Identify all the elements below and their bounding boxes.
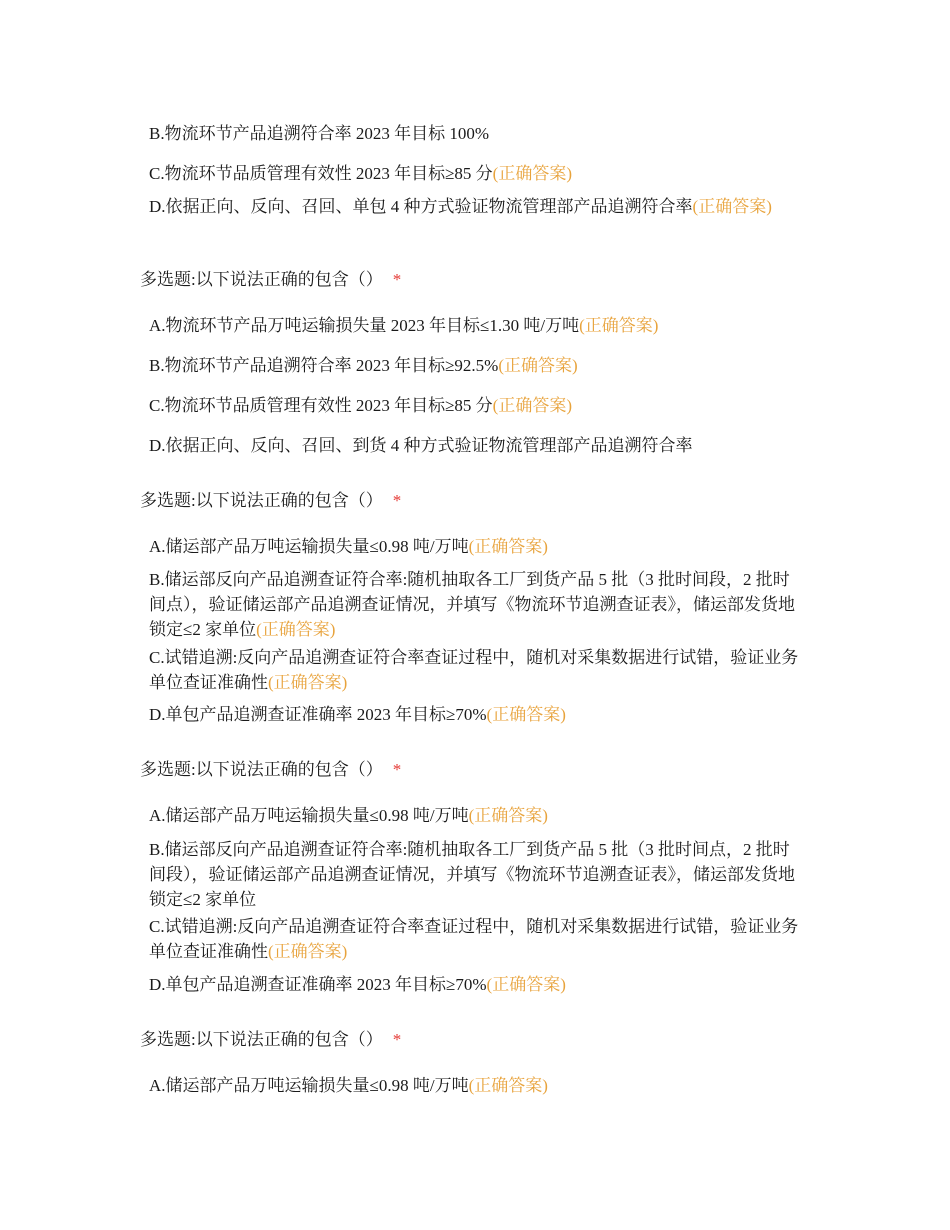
option-item xyxy=(149,1073,799,1098)
correct-answer-tag: (正确答案) xyxy=(256,620,336,639)
option-text: D.单包产品追溯查证准确率 2023 年目标≥70% xyxy=(149,975,487,994)
option-item xyxy=(149,914,799,964)
option-item xyxy=(149,433,799,458)
option-item xyxy=(149,702,799,727)
option-text: B.物流环节产品追溯符合率 2023 年目标 100% xyxy=(149,124,489,143)
option-item xyxy=(149,803,799,828)
option-item xyxy=(149,121,799,146)
question-text: 多选题:以下说法正确的包含（） xyxy=(140,270,383,289)
option-item xyxy=(149,393,799,418)
option-text: D.依据正向、反向、召回、单包 4 种方式验证物流管理部产品追溯符合率 xyxy=(149,197,693,216)
correct-answer-tag: (正确答案) xyxy=(268,942,348,961)
correct-answer-tag: (正确答案) xyxy=(498,356,578,375)
required-mark: * xyxy=(392,760,402,779)
question-title xyxy=(140,1027,401,1052)
option-item xyxy=(149,313,799,338)
option-text: B.储运部反向产品追溯查证符合率:随机抽取各工厂到货产品 5 批（3 批时间段，2 批时间点），验证储运部产品追溯查证情况，并填写《物流环节追溯查证表》，储运部发货地锁定≤2 家单位 xyxy=(149,570,795,639)
correct-answer-tag: (正确答案) xyxy=(579,316,659,335)
option-text: B.物流环节产品追溯符合率 2023 年目标≥92.5% xyxy=(149,356,499,375)
option-text: C.物流环节品质管理有效性 2023 年目标≥85 分 xyxy=(149,396,493,415)
correct-answer-tag: (正确答案) xyxy=(468,537,548,556)
question-title xyxy=(140,757,401,782)
correct-answer-tag: (正确答案) xyxy=(268,673,348,692)
option-text: C.物流环节品质管理有效性 2023 年目标≥85 分 xyxy=(149,164,493,183)
question-title xyxy=(140,488,401,513)
correct-answer-tag: (正确答案) xyxy=(468,1076,548,1095)
question-title xyxy=(140,267,401,292)
option-text: A.物流环节产品万吨运输损失量 2023 年目标≤1.30 吨/万吨 xyxy=(149,316,580,335)
option-text: C.试错追溯:反向产品追溯查证符合率查证过程中，随机对采集数据进行试错，验证业务单位查证准确性 xyxy=(149,917,799,961)
option-text: C.试错追溯:反向产品追溯查证符合率查证过程中，随机对采集数据进行试错，验证业务单位查证准确性 xyxy=(149,648,799,692)
correct-answer-tag: (正确答案) xyxy=(492,396,572,415)
option-text: D.单包产品追溯查证准确率 2023 年目标≥70% xyxy=(149,705,487,724)
correct-answer-tag: (正确答案) xyxy=(468,806,548,825)
option-item xyxy=(149,353,799,378)
required-mark: * xyxy=(392,491,402,510)
option-item xyxy=(149,837,799,912)
option-item xyxy=(149,534,799,559)
option-item xyxy=(149,161,799,186)
option-text: A.储运部产品万吨运输损失量≤0.98 吨/万吨 xyxy=(149,537,469,556)
required-mark: * xyxy=(392,1030,402,1049)
option-text: A.储运部产品万吨运输损失量≤0.98 吨/万吨 xyxy=(149,806,469,825)
option-item xyxy=(149,972,799,997)
correct-answer-tag: (正确答案) xyxy=(486,975,566,994)
required-mark: * xyxy=(392,270,402,289)
option-text: D.依据正向、反向、召回、到货 4 种方式验证物流管理部产品追溯符合率 xyxy=(149,436,693,455)
option-text: A.储运部产品万吨运输损失量≤0.98 吨/万吨 xyxy=(149,1076,469,1095)
option-item xyxy=(149,645,799,695)
option-item xyxy=(149,567,799,642)
correct-answer-tag: (正确答案) xyxy=(692,197,772,216)
option-item xyxy=(149,194,799,219)
option-text: B.储运部反向产品追溯查证符合率:随机抽取各工厂到货产品 5 批（3 批时间点，2 批时间段），验证储运部产品追溯查证情况，并填写《物流环节追溯查证表》，储运部发货地锁定≤2 家单位 xyxy=(149,840,795,909)
correct-answer-tag: (正确答案) xyxy=(492,164,572,183)
correct-answer-tag: (正确答案) xyxy=(486,705,566,724)
question-text: 多选题:以下说法正确的包含（） xyxy=(140,1030,383,1049)
question-text: 多选题:以下说法正确的包含（） xyxy=(140,491,383,510)
question-text: 多选题:以下说法正确的包含（） xyxy=(140,760,383,779)
